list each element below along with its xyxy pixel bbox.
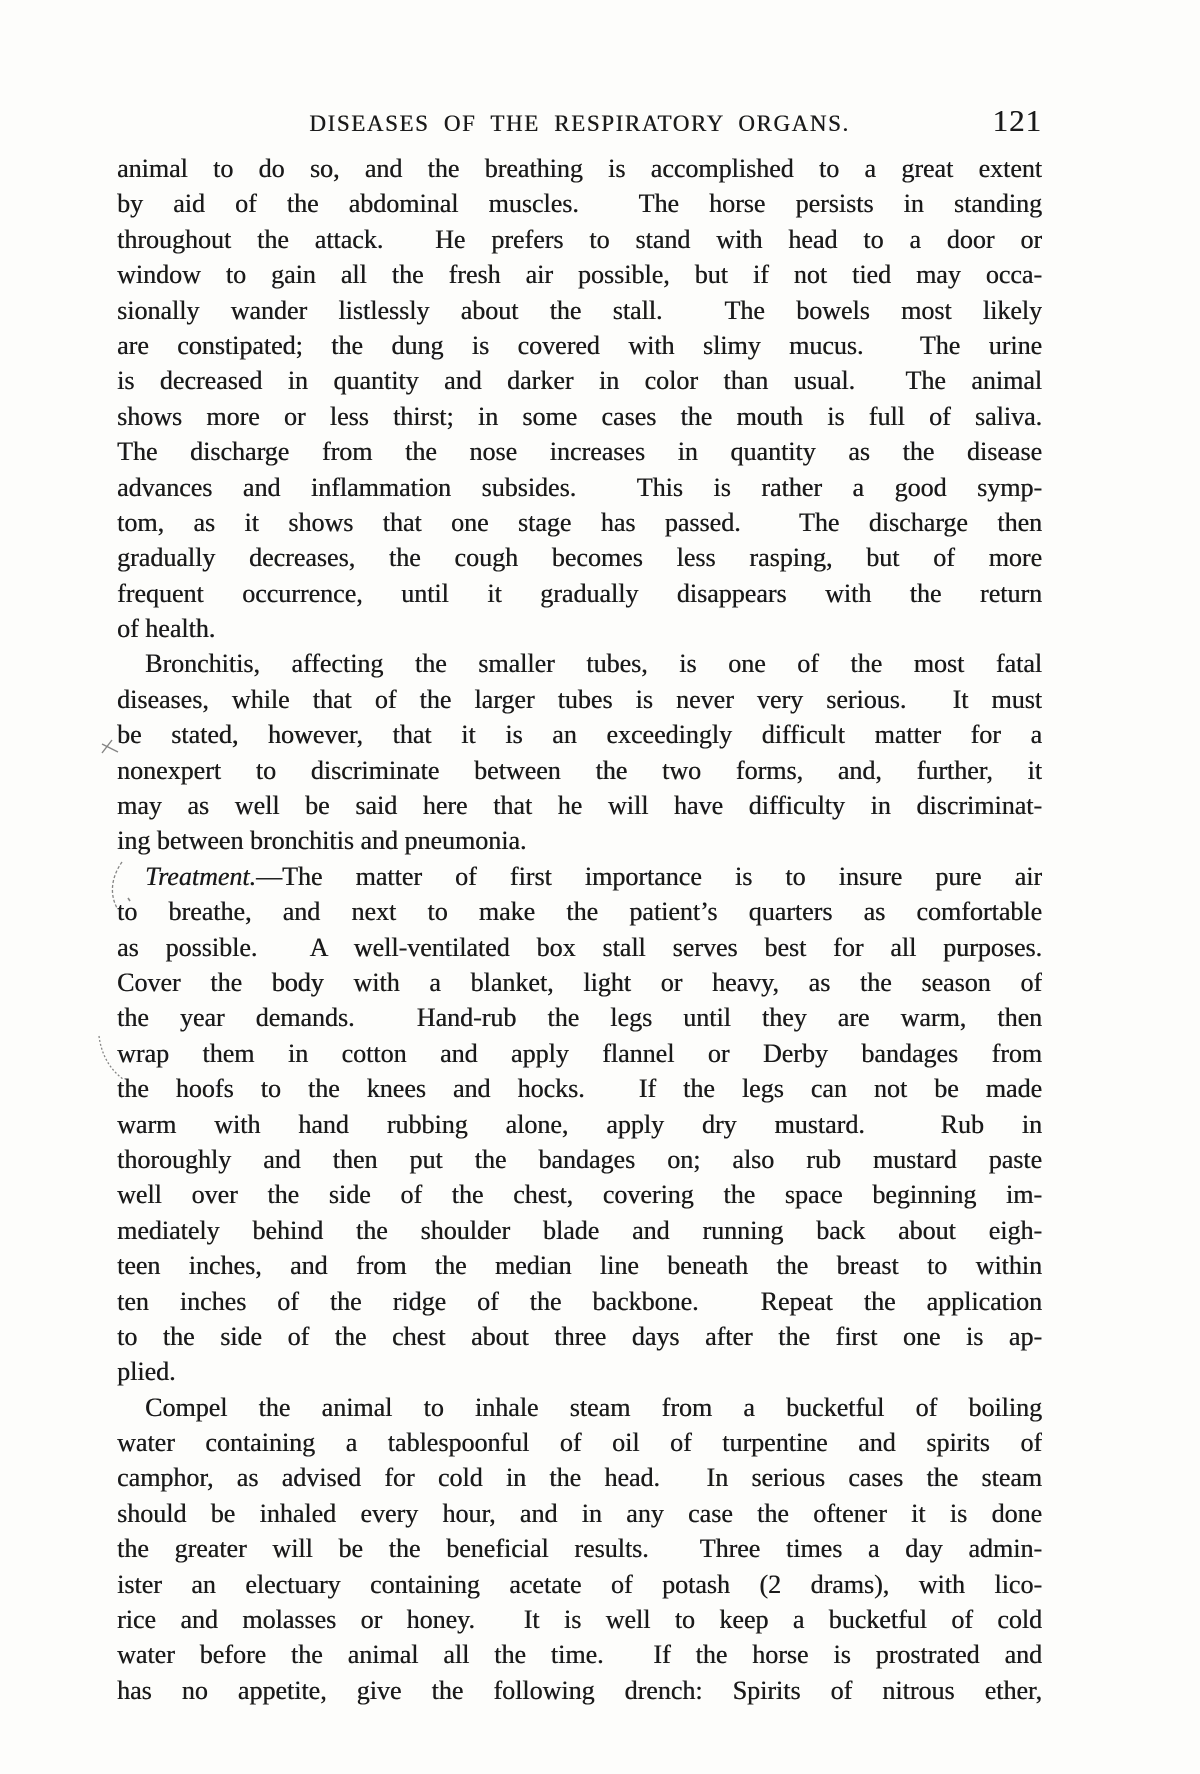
text-line: be stated, however, that it is an exceedingly difficult matter for a (117, 720, 1042, 750)
text-line: nonexpert to discriminate between the two forms, and, further, it (117, 755, 1042, 785)
text-line: as possible. A well-ventilated box stall serves best for all purposes. (117, 932, 1042, 962)
page-body (117, 151, 1042, 1708)
page-header (117, 103, 1042, 143)
text-line: mediately behind the shoulder blade and running back about eigh- (117, 1215, 1042, 1245)
paragraph (117, 1390, 1042, 1709)
text-line (117, 859, 1042, 894)
text-line: plied. (117, 1357, 176, 1387)
text-line: are constipated; the dung is covered with slimy mucus. The urine (117, 330, 1042, 360)
text-line: rice and molasses or honey. It is well to keep a bucketful of cold (117, 1605, 1042, 1635)
text-line: The discharge from the nose increases in quantity as the disease (117, 437, 1042, 467)
text-line: Cover the body with a blanket, light or heavy, as the season of (117, 967, 1042, 997)
text-line: to the side of the chest about three days after the first one is ap- (117, 1321, 1042, 1351)
paragraph (117, 859, 1042, 1390)
text-line: the greater will be the beneficial results. Three times a day admin- (117, 1534, 1042, 1564)
text-line: to breathe, and next to make the patient’s quarters as comfortable (117, 897, 1042, 927)
text-line: frequent occurrence, until it gradually disappears with the return (117, 578, 1042, 608)
text-line: throughout the attack. He prefers to stand with head to a door or (117, 224, 1042, 254)
text-line: the hoofs to the knees and hocks. If the legs can not be made (117, 1074, 1042, 1104)
text-line: tom, as it shows that one stage has passed. The discharge then (117, 507, 1042, 537)
text-line: shows more or less thirst; in some cases the mouth is full of saliva. (117, 401, 1042, 431)
text-line: water containing a tablespoonful of oil of turpentine and spirits of (117, 1428, 1042, 1458)
text-line: diseases, while that of the larger tubes is never very serious. It must (117, 684, 1042, 714)
text-line: Bronchitis, affecting the smaller tubes, is one of the most fatal (145, 649, 1042, 679)
page-number: 121 (992, 103, 1042, 138)
treatment-label: Treatment. (145, 861, 256, 891)
text-line: ister an electuary containing acetate of potash (2 drams), with lico- (117, 1569, 1042, 1599)
text-line: ten inches of the ridge of the backbone. Repeat the application (117, 1286, 1042, 1316)
text-line: the year demands. Hand-rub the legs until they are warm, then (117, 1003, 1042, 1033)
text-line: well over the side of the chest, covering the space beginning im- (117, 1180, 1042, 1210)
text-line: has no appetite, give the following drench: Spirits of nitrous ether, (117, 1675, 1042, 1705)
text-line: gradually decreases, the cough becomes less rasping, but of more (117, 543, 1042, 573)
text-line: by aid of the abdominal muscles. The horse persists in standing (117, 189, 1042, 219)
pen-mark (102, 740, 118, 753)
text-line: ing between bronchitis and pneumonia. (117, 826, 527, 856)
paragraph (117, 646, 1042, 858)
text-line: thoroughly and then put the bandages on; also rub mustard paste (117, 1144, 1042, 1174)
text-line: teen inches, and from the median line beneath the breast to within (117, 1251, 1042, 1281)
text-segment: —The matter of first importance is to insure pure air (255, 861, 1042, 891)
text-line: warm with hand rubbing alone, apply dry mustard. Rub in (117, 1109, 1042, 1139)
running-title: DISEASES OF THE RESPIRATORY ORGANS. (309, 111, 850, 136)
text-line: camphor, as advised for cold in the head. In serious cases the steam (117, 1463, 1042, 1493)
text-line: sionally wander listlessly about the stall. The bowels most likely (117, 295, 1042, 325)
text-line: should be inhaled every hour, and in any case the oftener it is done (117, 1498, 1042, 1528)
text-line: Compel the animal to inhale steam from a bucketful of boiling (145, 1392, 1042, 1422)
text-line: advances and inflammation subsides. This is rather a good symp- (117, 472, 1042, 502)
text-line: of health. (117, 614, 216, 644)
text-line: water before the animal all the time. If the horse is prostrated and (117, 1640, 1042, 1670)
text-line: animal to do so, and the breathing is accomplished to a great extent (117, 154, 1042, 183)
text-line: window to gain all the fresh air possible, but if not tied may occa- (117, 260, 1042, 290)
text-line: is decreased in quantity and darker in color than usual. The animal (117, 366, 1042, 396)
text-line: may as well be said here that he will have difficulty in discriminat- (117, 791, 1042, 821)
text-line: wrap them in cotton and apply flannel or Derby bandages from (117, 1038, 1042, 1068)
paragraph (117, 151, 1042, 646)
